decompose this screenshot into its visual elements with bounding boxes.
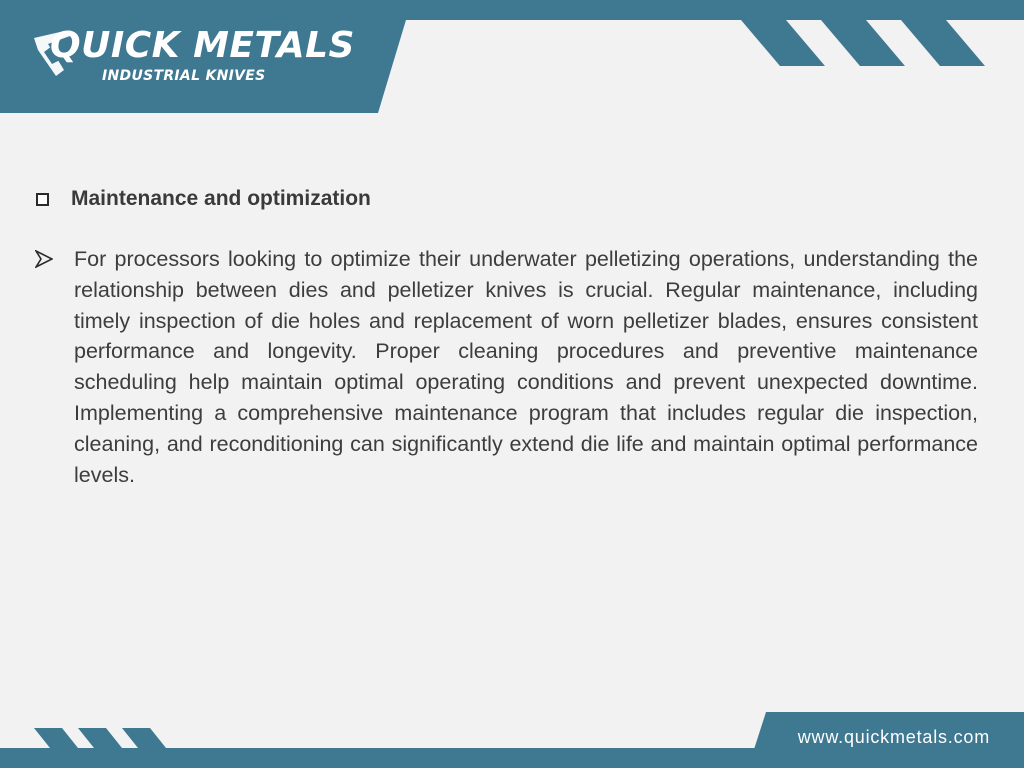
arrowhead-bullet-icon <box>35 250 53 268</box>
stripe-top-1 <box>741 20 825 66</box>
checkbox-icon <box>36 193 49 206</box>
stripe-top-2 <box>821 20 905 66</box>
stripe-bottom-3 <box>122 728 166 748</box>
website-link[interactable]: www.quickmetals.com <box>797 727 990 747</box>
stripe-top-3 <box>901 20 985 66</box>
section-heading-row <box>36 185 371 213</box>
section-body-paragraph: For processors looking to optimize their underwater pelletizing operations, understanding the relationship between dies and pelletizer knives is crucial. Regular maintenance, including timely inspection of die holes and replacement of worn pelletizer blades, ensures consistent performance and longevity. Proper cleaning procedures and preventive maintenance scheduling help maintain optimal operating conditions and prevent unexpected downtime. Implementing a comprehensive maintenance program that includes regular die inspection, cleaning, and reconditioning can significantly extend die life and maintain optimal performance levels. <box>74 247 978 487</box>
brand-name: QUICK METALS <box>50 25 355 66</box>
stripe-bottom-1 <box>34 728 78 748</box>
brand-tagline: INDUSTRIAL KNIVES <box>102 68 266 84</box>
section-heading: Maintenance and optimization <box>71 187 371 210</box>
stripe-bottom-2 <box>78 728 122 748</box>
brand-logo <box>30 25 370 98</box>
